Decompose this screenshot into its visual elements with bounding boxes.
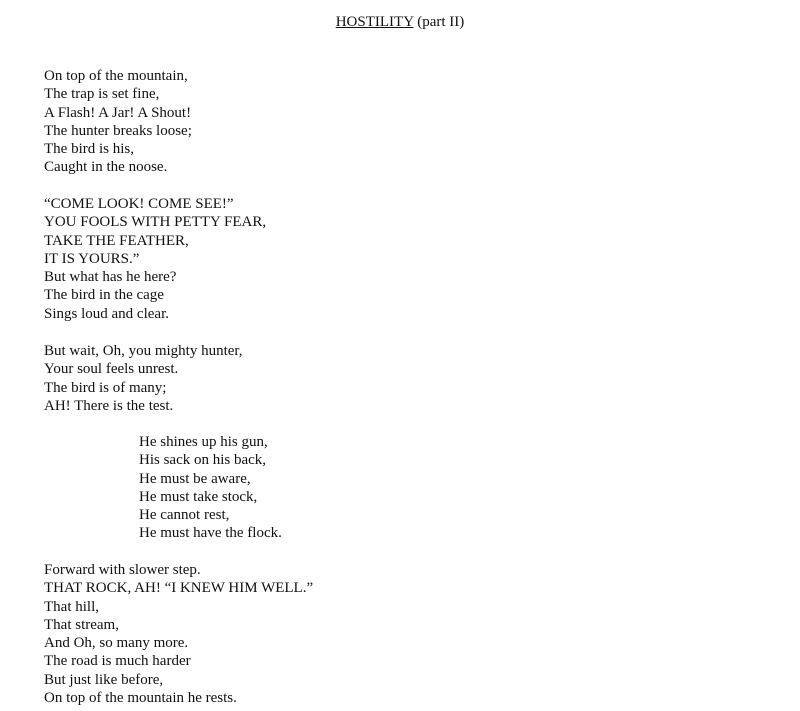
poem-title-main: HOSTILITY — [335, 14, 414, 30]
poem-line: On top of the mountain, — [44, 68, 188, 84]
poem-line: The bird is his, — [44, 141, 134, 158]
poem-line: He must take stock, — [139, 488, 258, 505]
poem-line: The hunter breaks loose; — [44, 122, 192, 139]
poem-title — [0, 12, 800, 32]
poem-line: Caught in the noose. — [44, 159, 168, 176]
stanza-3 — [44, 342, 243, 415]
poem-line: YOU FOOLS WITH PETTY FEAR, — [44, 214, 267, 231]
poem-line: The bird in the cage — [44, 287, 164, 304]
poem-line: He must have the flock. — [139, 525, 282, 542]
poem-line: The bird is of many; — [44, 379, 167, 396]
poem-line: A Flash! A Jar! A Shout! — [44, 104, 192, 121]
poem-line: The road is much harder — [44, 653, 191, 670]
poem-line: But what has he here? — [44, 269, 177, 286]
stanza-4-indented — [139, 433, 282, 543]
poem-line: He cannot rest, — [139, 507, 230, 524]
poem-line: Forward with slower step. — [44, 562, 201, 578]
poem-line: Your soul feels unrest. — [44, 361, 179, 378]
poem-line: But wait, Oh, you mighty hunter, — [44, 343, 243, 359]
poem-line: That stream, — [44, 616, 119, 633]
stanza-5 — [44, 561, 313, 707]
poem-line: He must be aware, — [139, 470, 251, 487]
stanza-2 — [44, 195, 266, 323]
poem-line: IT IS YOURS.” — [44, 250, 140, 267]
poem-line: “COME LOOK! COME SEE!” — [44, 196, 234, 212]
poem-line: THAT ROCK, AH! “I KNEW HIM WELL.” — [44, 580, 314, 597]
poem-line: TAKE THE FEATHER, — [44, 232, 189, 249]
poem-title-subtitle: (part II) — [413, 14, 465, 30]
poem-line: The trap is set fine, — [44, 86, 160, 103]
poem-line: On top of the mountain he rests. — [44, 690, 237, 707]
stanza-1 — [44, 67, 192, 177]
poem-line: And Oh, so many more. — [44, 635, 189, 652]
poem-line: But just like before, — [44, 671, 164, 688]
poem-line: He shines up his gun, — [139, 434, 268, 450]
poem-line: Sings loud and clear. — [44, 305, 169, 322]
poem-line: That hill, — [44, 598, 99, 615]
poem-line: His sack on his back, — [139, 452, 267, 469]
poem-line: AH! There is the test. — [44, 397, 174, 414]
